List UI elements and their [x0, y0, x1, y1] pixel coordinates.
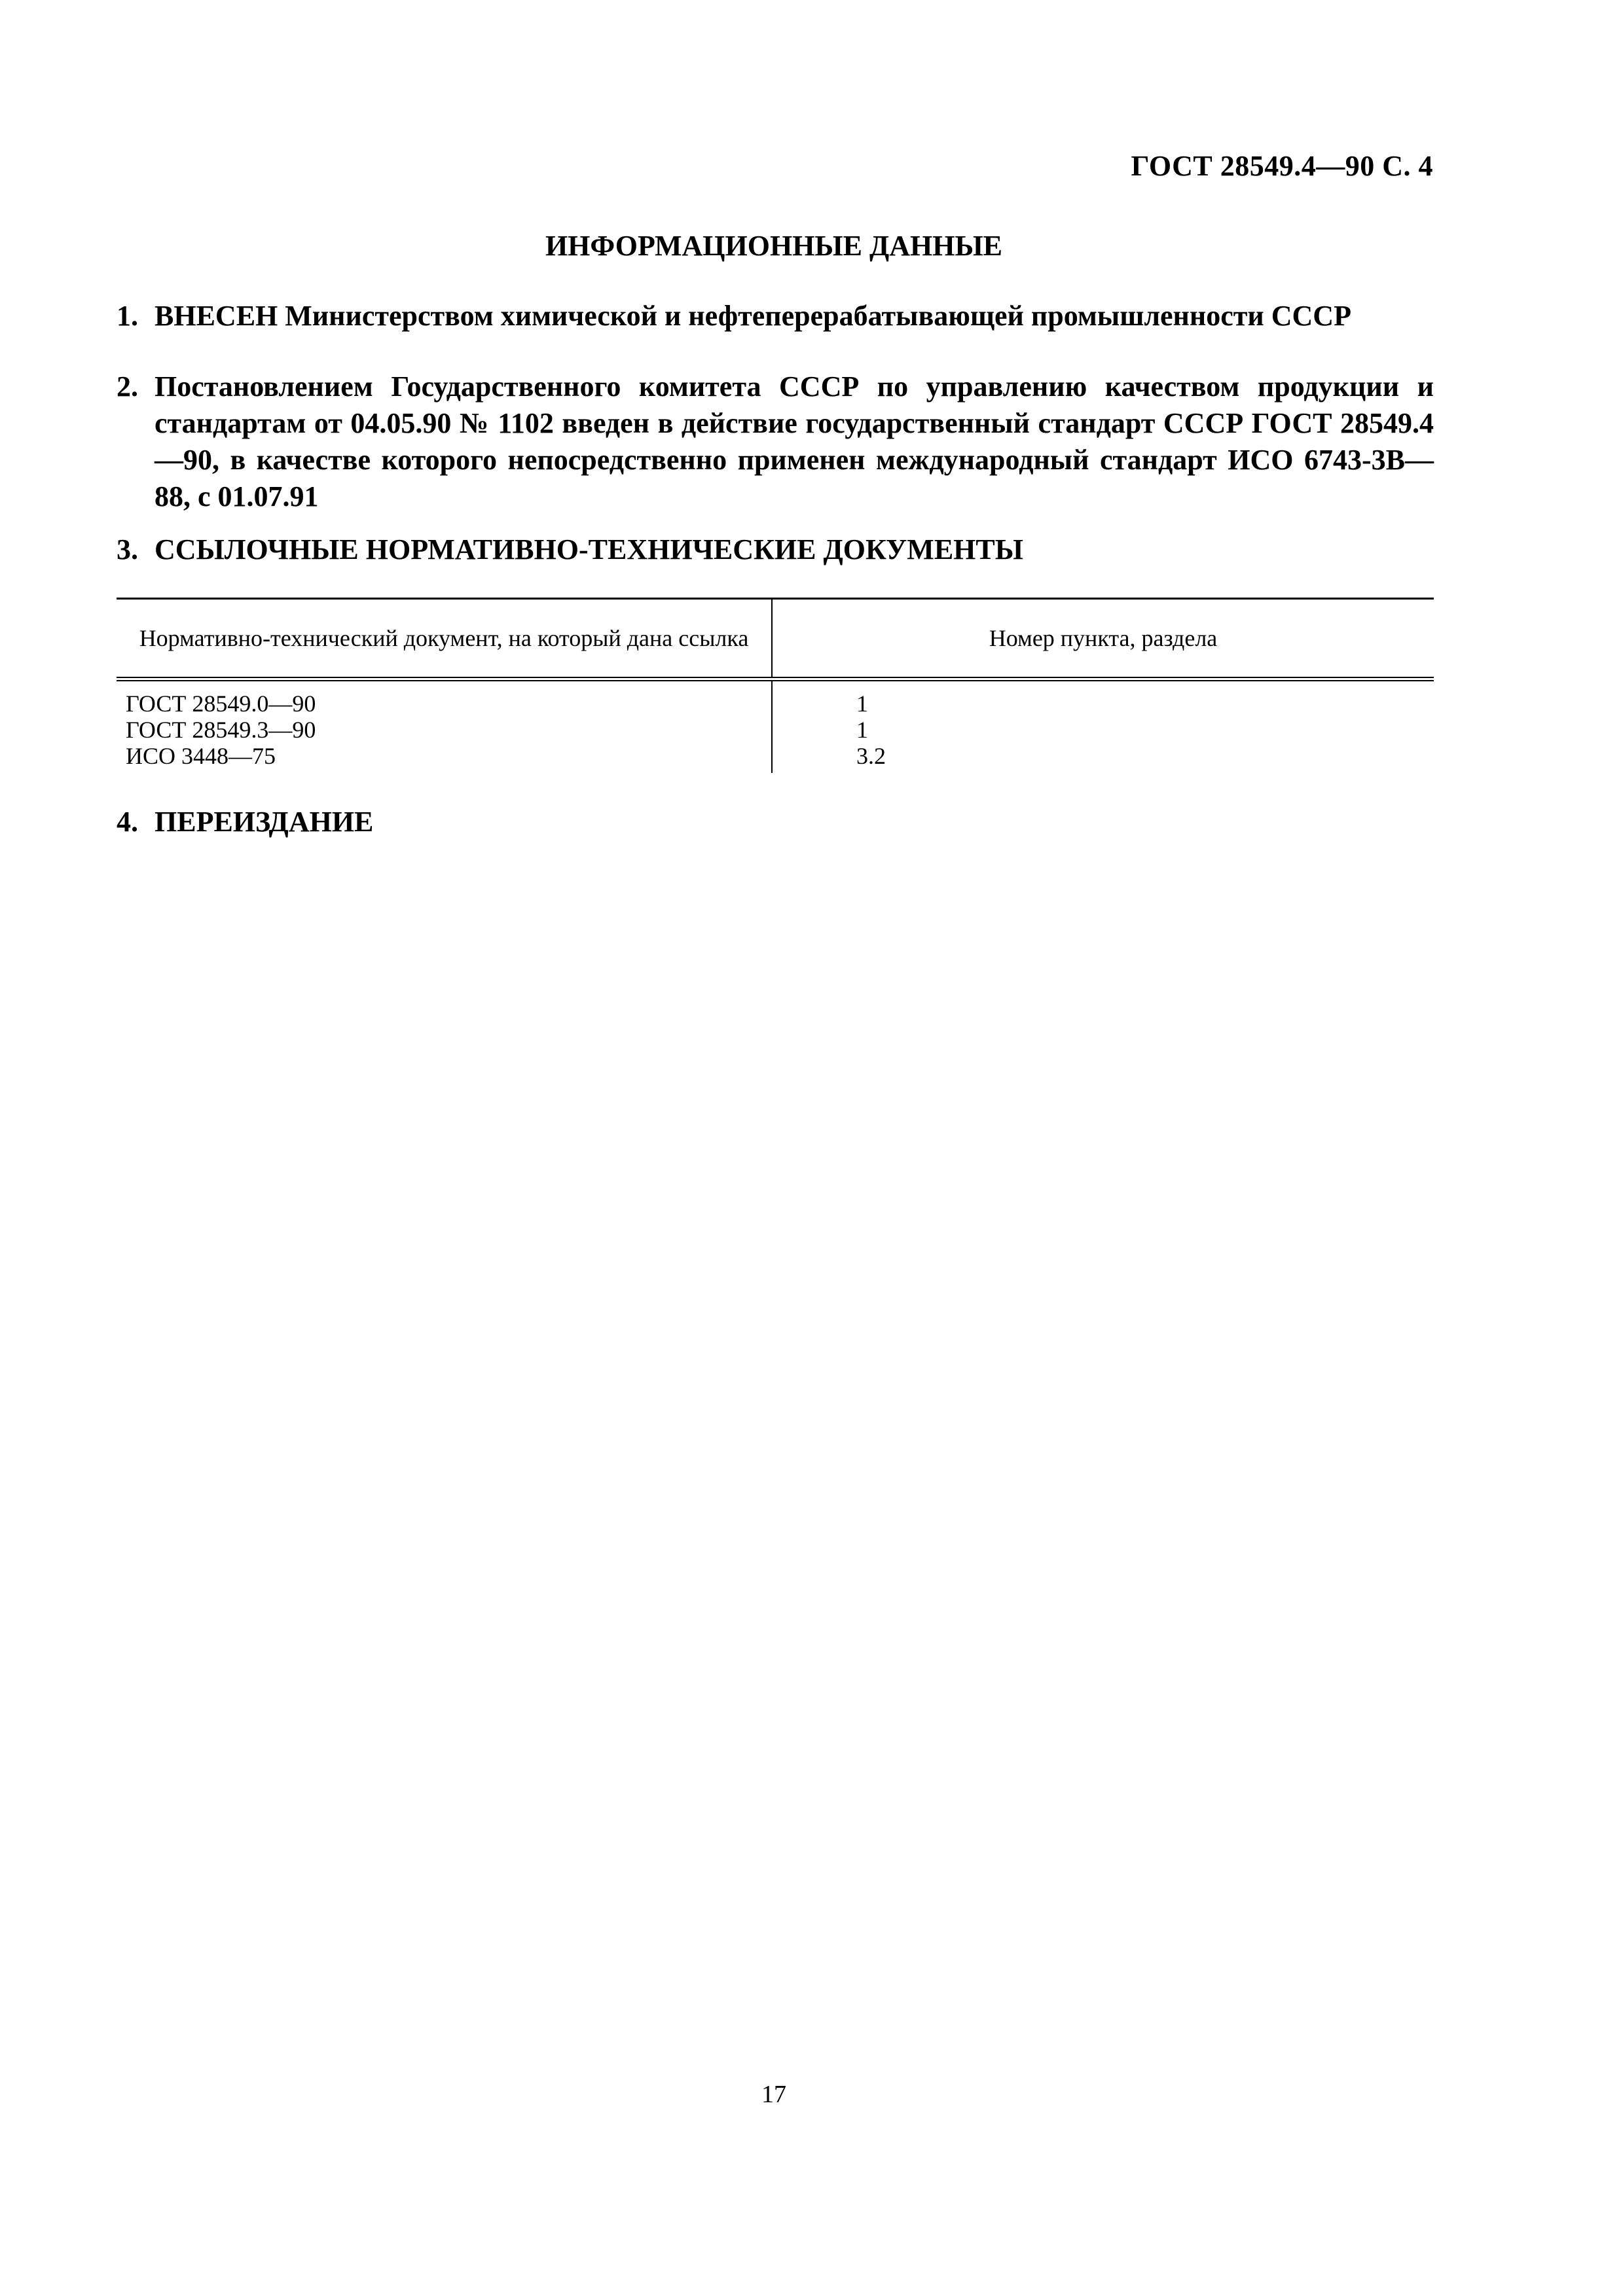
document-header-code: ГОСТ 28549.4—90 С. 4 [1131, 150, 1433, 182]
section-2-text: Постановлением Государственного комитета СССР по управлению качеством продукции и стандартам от 04.05.90 № 1102 введен в действие государственный стандарт СССР ГОСТ 28549.4—90, в качестве которого непосредственно применен международный стандарт ИСО 6743-3В—88, с 01.07.91 [155, 370, 1434, 512]
section-3-number: 3. [117, 533, 138, 565]
section-4-number: 4. [117, 806, 138, 838]
column-header-document: Нормативно-технический документ, на который дана ссылка [117, 599, 772, 679]
table-cell-section: 1 [856, 717, 868, 743]
column-header-section: Номер пункта, раздела [772, 599, 1434, 679]
section-1-text: ВНЕСЕН Министерством химической и нефтеперерабатывающей промышленности СССР [155, 300, 1351, 332]
page-title: ИНФОРМАЦИОННЫЕ ДАННЫЕ [545, 230, 1003, 262]
section-1-number: 1. [117, 300, 138, 332]
table-header-row [117, 599, 1434, 679]
section-4-heading: ПЕРЕИЗДАНИЕ [155, 806, 374, 838]
table-row [117, 679, 1434, 717]
table-cell-document: ИСО 3448—75 [117, 743, 772, 773]
page-number: 17 [761, 2081, 786, 2108]
table-cell-section: 3.2 [856, 743, 886, 769]
section-3-heading: ССЫЛОЧНЫЕ НОРМАТИВНО-ТЕХНИЧЕСКИЕ ДОКУМЕНТЫ [155, 533, 1023, 565]
section-4 [117, 804, 1434, 840]
reference-documents-table [117, 598, 1434, 773]
table-row [117, 743, 1434, 773]
section-2 [117, 368, 1434, 515]
table-row [117, 717, 1434, 743]
table-cell-document: ГОСТ 28549.0—90 [117, 679, 772, 717]
section-3 [117, 531, 1434, 568]
table-cell-section: 1 [856, 691, 868, 717]
table-cell-document: ГОСТ 28549.3—90 [117, 717, 772, 743]
section-1 [117, 298, 1434, 334]
section-2-number: 2. [117, 370, 138, 403]
